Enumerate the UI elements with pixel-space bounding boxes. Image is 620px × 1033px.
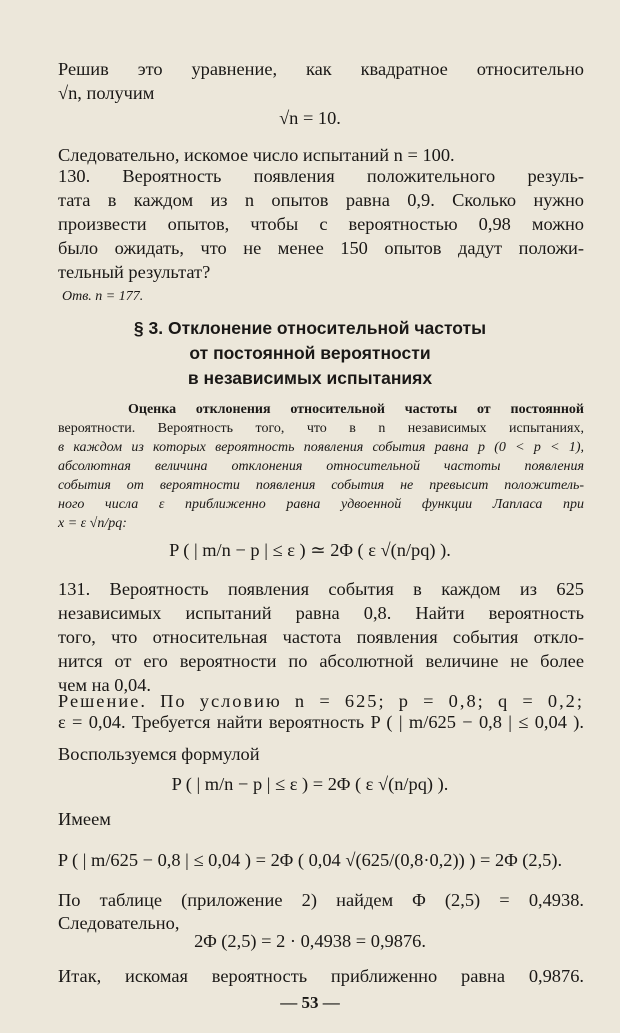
problem-131-line-2: независимых испытаний равна 0,8. Найти вероятность (58, 603, 584, 623)
solution-line-4: Имеем (58, 809, 111, 829)
problem-131-line-1: 131. Вероятность появления события в каждом из 625 (58, 579, 584, 599)
solution-line-7: Итак, искомая вероятность приближенно равна 0,9876. (58, 966, 584, 986)
problem-130-line-5: тельный результат? (58, 262, 211, 282)
section-heading-line-1: § 3. Отклонение относительной частоты (133, 318, 487, 338)
page-number: — 53 — (280, 993, 340, 1012)
section-heading-line-2: от постоянной вероятности (189, 343, 431, 363)
problem-130-line-3: произвести опытов, чтобы с вероятностью 0,98 можно (58, 214, 584, 234)
solution-line-6: Следовательно, (58, 913, 180, 933)
section-heading-line-3: в независимых испытаниях (187, 368, 433, 388)
solution-line-1: Решение. По условию n = 625; p = 0,8; q = 0,2; (58, 691, 584, 711)
formula-laplace-2: P ( | m/n − p | ≤ ε ) = 2Φ ( ε √(n/pq) ). (171, 774, 449, 794)
theory-line-5: события от вероятности появления события не превысит положитель- (58, 478, 584, 493)
text-line-3: Следовательно, искомое число испытаний n = 100. (58, 145, 455, 165)
formula-laplace-1: P ( | m/n − p | ≤ ε ) ≃ 2Φ ( ε √(n/pq) ). (169, 540, 451, 560)
theory-line-6: ного числа ε приближенно равна удвоенной функции Лапласа при (58, 497, 584, 512)
solution-line-3: Воспользуемся формулой (58, 744, 260, 764)
solution-line-5: По таблице (приложение 2) найдем Φ (2,5) = 0,4938. (58, 890, 584, 910)
equation-sqrt-n: √n = 10. (279, 108, 341, 128)
problem-130-line-2: тата в каждом из n опытов равна 0,9. Сколько нужно (58, 190, 584, 210)
problem-131-line-3: того, что относительная частота появления события откло- (58, 627, 584, 647)
theory-line-3: в каждом из которых вероятность появления события равна p (0 < p < 1), (58, 440, 584, 455)
theory-line-1: Оценка отклонения относительной частоты от постоянной (128, 402, 584, 417)
solution-line-2: ε = 0,04. Требуется найти вероятность P ( | m/625 − 0,8 | ≤ 0,04 ). (58, 712, 584, 732)
theory-line-2: вероятности. Вероятность того, что в n независимых испытаниях, (58, 421, 584, 436)
formula-result: 2Φ (2,5) = 2 · 0,4938 = 0,9876. (194, 931, 426, 951)
text-line-2: √n, получим (58, 83, 155, 103)
text-line-1: Решив это уравнение, как квадратное относительно (58, 59, 584, 79)
problem-131-line-4: нится от его вероятности по абсолютной величине не более (58, 651, 584, 671)
formula-computation: P ( | m/625 − 0,8 | ≤ 0,04 ) = 2Φ ( 0,04 √(625/(0,8·0,2)) ) = 2Φ (2,5). (57, 850, 563, 870)
answer-130: Отв. n = 177. (62, 289, 144, 304)
problem-130-line-4: было ожидать, что не менее 150 опытов дадут положи- (58, 238, 584, 258)
problem-130-line-1: 130. Вероятность появления положительного резуль- (58, 166, 584, 186)
problem-131-line-5: чем на 0,04. (58, 675, 152, 695)
theory-line-4: абсолютная величина отклонения относительной частоты появления (58, 459, 584, 474)
theory-line-7: x = ε √n/pq: (58, 516, 127, 531)
